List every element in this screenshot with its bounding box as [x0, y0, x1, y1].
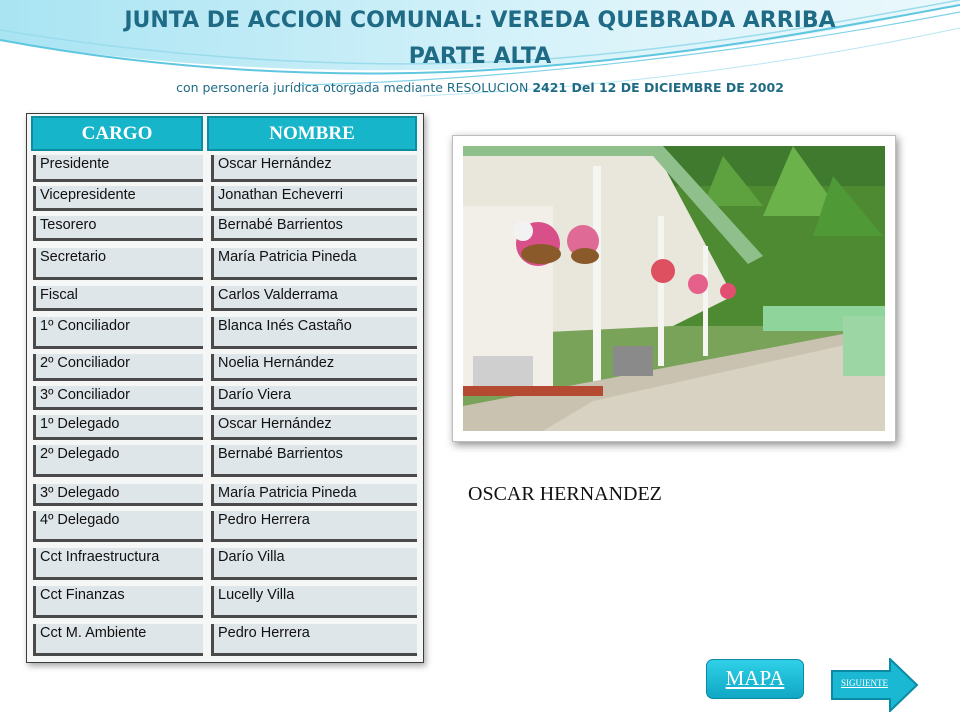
cell-cargo: 2º Conciliador	[33, 354, 203, 381]
page-title-line1: JUNTA DE ACCION COMUNAL: VEREDA QUEBRADA ARRIBA	[124, 8, 836, 33]
cell-cargo: Secretario	[33, 248, 203, 280]
cell-cargo: 3º Conciliador	[33, 386, 203, 410]
board-members-table	[26, 113, 424, 663]
column-header-nombre: NOMBRE	[207, 116, 417, 151]
cell-cargo: 3º Delegado	[33, 484, 203, 506]
cell-nombre: Blanca Inés Castaño	[211, 317, 417, 349]
page-subtitle	[0, 80, 960, 95]
cell-cargo: Fiscal	[33, 286, 203, 311]
cell-nombre: Oscar Hernández	[211, 415, 417, 440]
cell-nombre: María Patricia Pineda	[211, 484, 417, 506]
cell-cargo: Cct Infraestructura	[33, 548, 203, 580]
cell-cargo: Cct Finanzas	[33, 586, 203, 618]
subtitle-prefix: con personería jurídica otorgada mediante RESOLUCION	[176, 80, 533, 95]
cell-cargo: Tesorero	[33, 216, 203, 241]
column-header-cargo: CARGO	[31, 116, 203, 151]
cell-nombre: Darío Viera	[211, 386, 417, 410]
cell-nombre: Darío Villa	[211, 548, 417, 580]
cell-cargo: Cct M. Ambiente	[33, 624, 203, 656]
photo-caption: OSCAR HERNANDEZ	[468, 483, 662, 505]
cell-nombre: María Patricia Pineda	[211, 248, 417, 280]
cell-nombre: Lucelly Villa	[211, 586, 417, 618]
cell-nombre: Noelia Hernández	[211, 354, 417, 381]
cell-nombre: Carlos Valderrama	[211, 286, 417, 311]
cell-cargo: 4º Delegado	[33, 511, 203, 542]
cell-nombre: Bernabé Barrientos	[211, 216, 417, 241]
cell-cargo: Presidente	[33, 155, 203, 182]
mapa-button[interactable]: MAPA	[706, 659, 804, 699]
cell-nombre: Bernabé Barrientos	[211, 445, 417, 477]
siguiente-button[interactable]: SIGUIENTE	[841, 678, 888, 688]
cell-nombre: Oscar Hernández	[211, 155, 417, 182]
cell-cargo: 2º Delegado	[33, 445, 203, 477]
cell-nombre: Pedro Herrera	[211, 624, 417, 656]
subtitle-resolution: 2421 Del 12 DE DICIEMBRE DE 2002	[532, 80, 784, 95]
cell-cargo: 1º Conciliador	[33, 317, 203, 349]
cell-cargo: 1º Delegado	[33, 415, 203, 440]
page-title-line2: PARTE ALTA	[408, 44, 552, 69]
community-house-photo	[452, 135, 896, 442]
cell-cargo: Vicepresidente	[33, 186, 203, 211]
cell-nombre: Pedro Herrera	[211, 511, 417, 542]
cell-nombre: Jonathan Echeverri	[211, 186, 417, 211]
community-house-photo-image	[463, 146, 885, 431]
